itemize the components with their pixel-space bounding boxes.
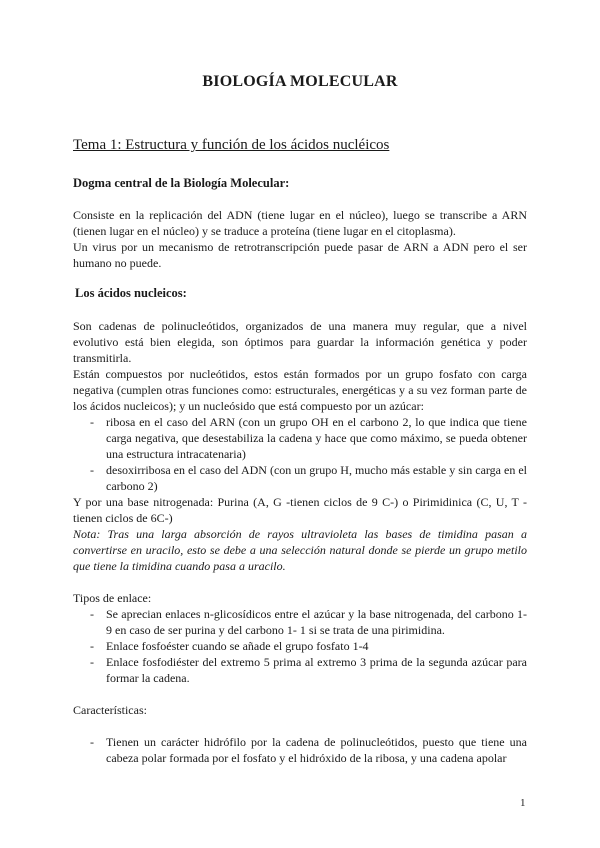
sugar-list — [73, 414, 527, 494]
list-item: - Tienen un carácter hidrófilo por la cadena de polinucleótidos, puesto que tiene una cabeza polar formada por el fosfato y el hidróxido de la ribosa, y una cadena apolar — [90, 735, 527, 765]
list-item: - Se aprecian enlaces n-glicosídicos entre el azúcar y la base nitrogenada, del carbono 1-9 en caso de ser purina y del carbono 1- 1 si se trata de una pirimidina. — [90, 607, 527, 637]
links-list — [73, 606, 527, 686]
paragraph-composition: Están compuestos por nucleótidos, estos están formados por un grupo fosfato con carga negativa (cumplen otras funciones como: estructurales, energéticas y a su vez forman parte de los ácidos nucleicos); y un nucleósido que está compuesto por un azúcar: — [73, 367, 527, 413]
dash-bullet: - — [90, 735, 94, 749]
paragraph-virus: Un virus por un mecanismo de retrotranscripción puede pasar de ARN a ADN pero el ser humano no puede. — [73, 240, 527, 270]
dash-bullet: - — [90, 655, 94, 669]
paragraph-nucleic-acids: Son cadenas de polinucleótidos, organizados de una manera muy regular, que a nivel evolutivo está bien elegida, son óptimos para guardar la información genética y poder transmitirla. — [73, 319, 527, 365]
page-number: 1 — [520, 797, 526, 809]
list-item: - desoxirribosa en el caso del ADN (con un grupo H, mucho más estable y sin carga en el carbono 2) — [90, 463, 527, 493]
section-heading-nucleic-acids: Los ácidos nucleicos: — [75, 286, 187, 300]
paragraph-dogma: Consiste en la replicación del ADN (tiene lugar en el núcleo), luego se transcribe a ARN (tienen lugar en el núcleo) y se traduce a proteína (tiene lugar en el citoplasma). — [73, 208, 527, 238]
paragraph-bases: Y por una base nitrogenada: Purina (A, G -tienen ciclos de 9 C-) o Pirimidinica (C, U, T -tienen ciclos de 6C-) — [73, 495, 527, 525]
dash-bullet: - — [90, 463, 94, 477]
topic-title: Tema 1: Estructura y función de los ácidos nucléicos — [73, 137, 390, 153]
document-title: BIOLOGÍA MOLECULAR — [202, 73, 398, 90]
features-heading: Características: — [73, 703, 147, 717]
dash-bullet: - — [90, 415, 94, 429]
list-item: - Enlace fosfoéster cuando se añade el grupo fosfato 1-4 — [90, 639, 369, 653]
features-list — [73, 734, 527, 766]
dash-bullet: - — [90, 607, 94, 621]
section-heading-dogma: Dogma central de la Biología Molecular: — [73, 176, 290, 190]
dash-bullet: - — [90, 639, 94, 653]
list-item: - Enlace fosfodiéster del extremo 5 prima al extremo 3 prima de la segunda azúcar para formar la cadena. — [90, 655, 527, 685]
note-paragraph: Nota: Tras una larga absorción de rayos ultravioleta las bases de timidina pasan a convertirse en uracilo, esto se debe a una selección natural donde se pierde un grupo metilo que tiene la timidina cuando pasa a uracilo. — [73, 527, 527, 573]
list-item: - ribosa en el caso del ARN (con un grupo OH en el carbono 2, lo que indica que tiene carga negativa, que desestabiliza la cadena y hace que como máximo, se pueda obtener una estructura intracatenaria) — [90, 415, 527, 461]
links-heading: Tipos de enlace: — [73, 591, 152, 605]
